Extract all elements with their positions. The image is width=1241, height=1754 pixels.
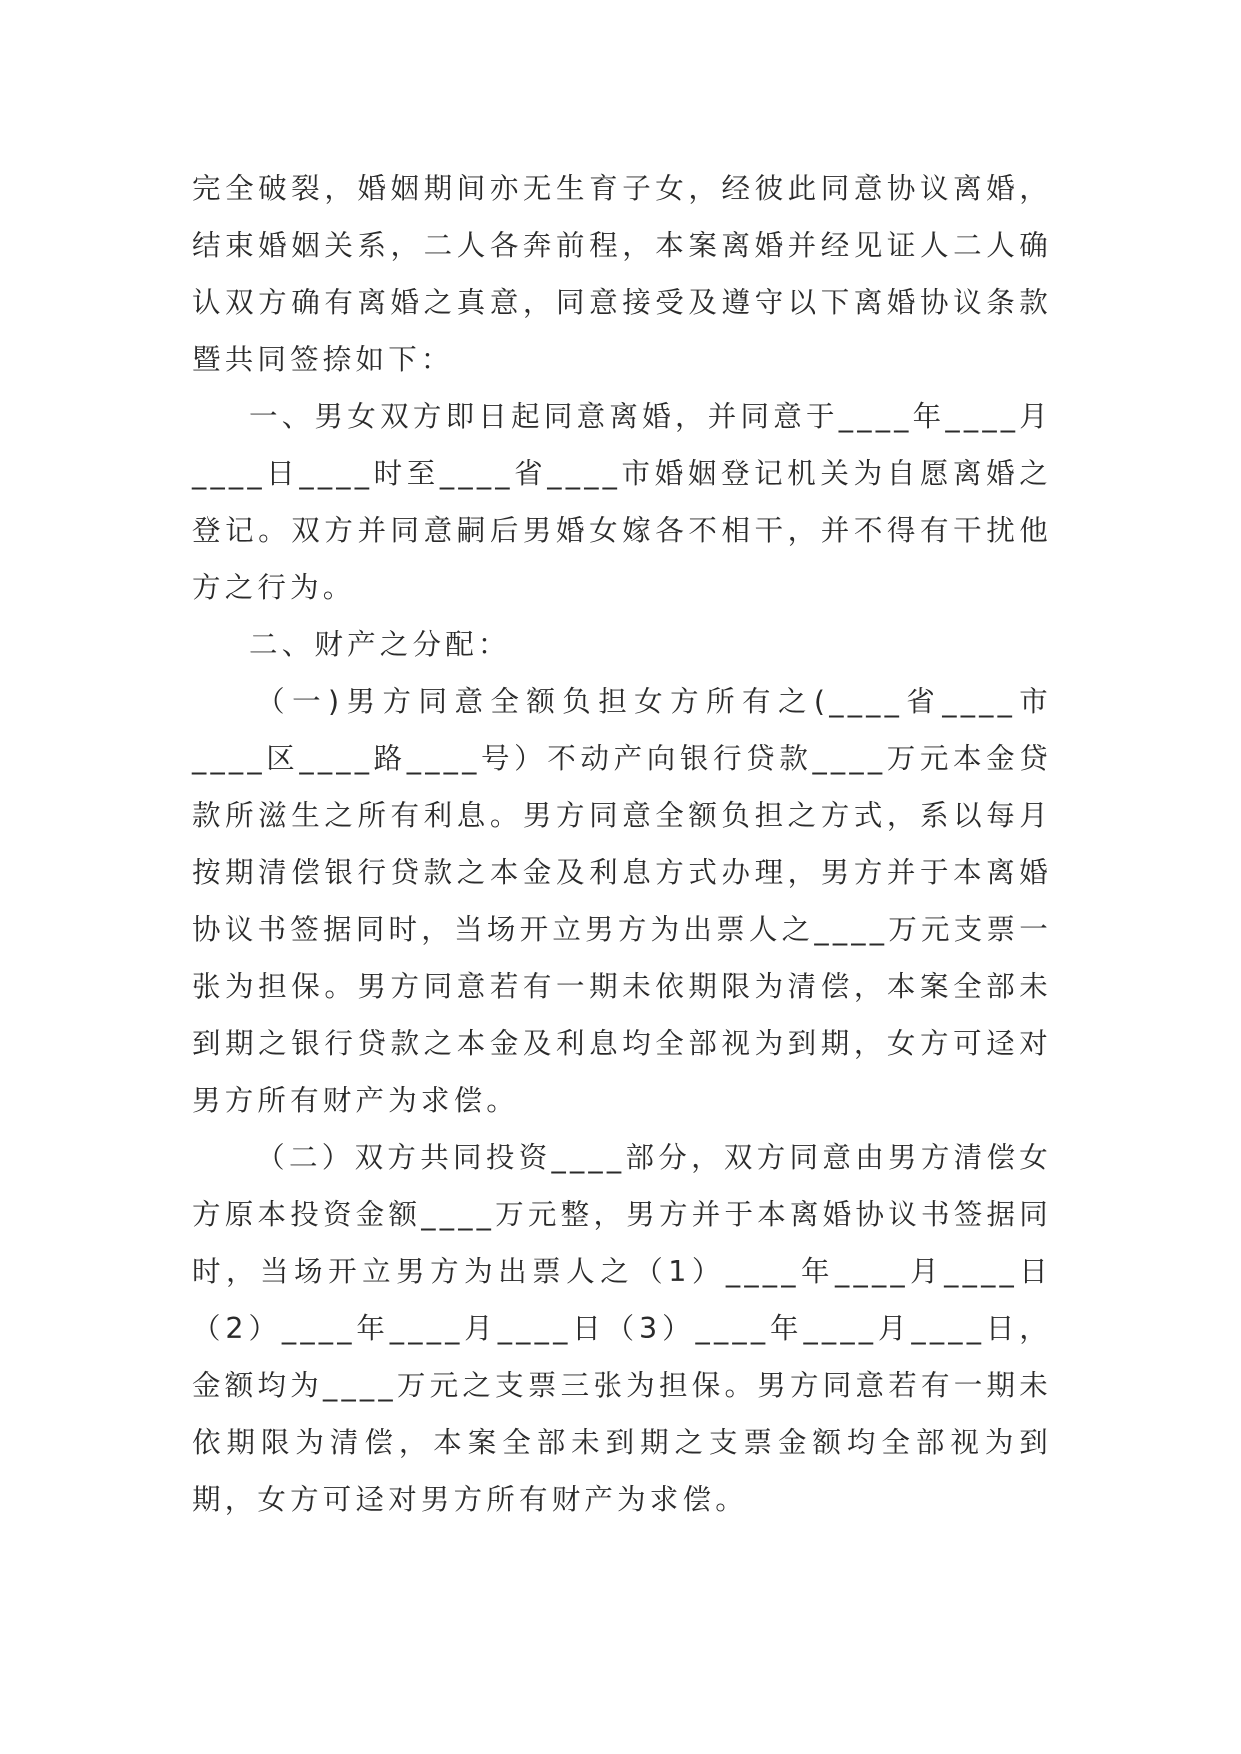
paragraph-clause-2-item-2-investment: （二）双方共同投资____部分，双方同意由男方清偿女方原本投资金额____万元整，男方并于本离婚协议书签据同时，当场开立男方为出票人之（1）____年____月____日（2）____年____月____日（3）____年____月____日，金额均为____万元之支票三张为担保。男方同意若有一期未依期限为清偿，本案全部未到期之支票金额均全部视为到期，女方可迳对男方所有财产为求偿。 xyxy=(192,1141,1052,1516)
paragraph-clause-2-heading: 二、财产之分配： xyxy=(249,628,511,661)
paragraph-clause-1-divorce-registration: 一、男女双方即日起同意离婚，并同意于____年____月____日____时至____省____市婚姻登记机关为自愿离婚之登记。双方并同意嗣后男婚女嫁各不相干，并不得有干扰他方之行为。 xyxy=(192,400,1052,604)
paragraph-clause-2-item-1-loan: （一)男方同意全额负担女方所有之(____省____市____区____路____号）不动产向银行贷款____万元本金贷款所滋生之所有利息。男方同意全额负担之方式，系以每月按期清偿银行贷款之本金及利息方式办理，男方并于本离婚协议书签据同时，当场开立男方为出票人之____万元支票一张为担保。男方同意若有一期未依期限为清偿，本案全部未到期之银行贷款之本金及利息均全部视为到期，女方可迳对男方所有财产为求偿。 xyxy=(192,685,1052,1117)
document-body xyxy=(192,160,1052,1528)
paragraph-continuation: 完全破裂，婚姻期间亦无生育子女，经彼此同意协议离婚，结束婚姻关系，二人各奔前程，本案离婚并经见证人二人确认双方确有离婚之真意，同意接受及遵守以下离婚协议条款暨共同签捺如下： xyxy=(192,172,1052,376)
